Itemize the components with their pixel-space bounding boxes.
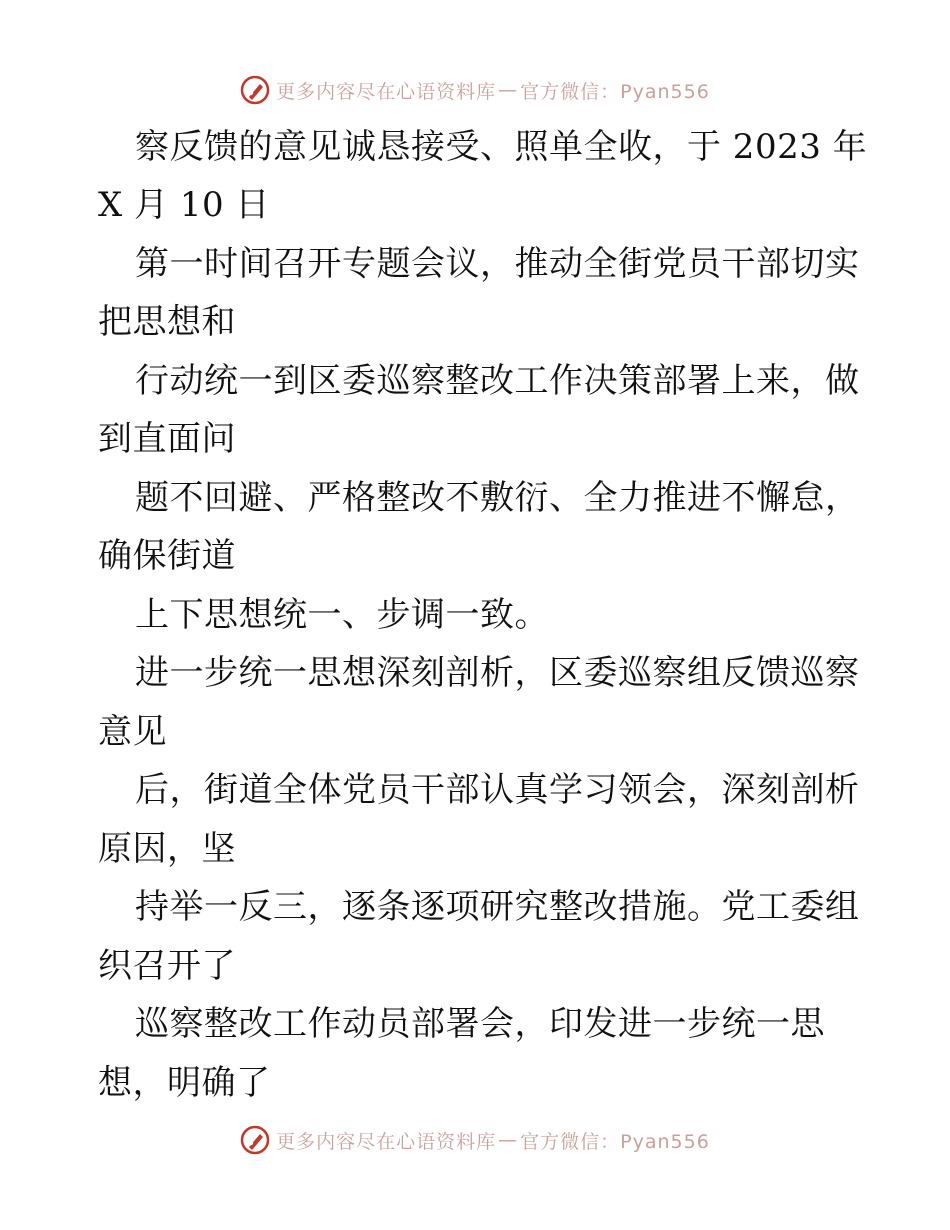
paragraph-line: 原因，坚 <box>98 829 236 869</box>
footer-watermark-dash: — <box>498 1129 519 1151</box>
paragraph-line: 后，街道全体党员干部认真学习领会，深刻剖析 <box>135 770 860 810</box>
footer-watermark-contact: 官方微信：Pyan556 <box>520 1130 710 1153</box>
paragraph-line: 第一时间召开专题会议，推动全街党员干部切实 <box>135 244 860 284</box>
pen-nib-logo-icon <box>240 75 270 105</box>
footer-watermark <box>0 1120 950 1160</box>
paragraph-line: 察反馈的意见诚恳接受、照单全收，于 2023 年 <box>135 127 868 167</box>
header-watermark-text: 更多内容尽在心语资料库 <box>276 80 497 103</box>
header-watermark-contact: 官方微信：Pyan556 <box>520 80 710 103</box>
header-watermark-dash: — <box>498 79 519 101</box>
paragraph-line: 题不回避、严格整改不敷衍、全力推进不懈怠， <box>135 478 860 518</box>
header-watermark <box>0 70 950 110</box>
paragraph-line: 巡察整改工作动员部署会，印发进一步统一思 <box>135 1004 825 1044</box>
paragraph-line: 把思想和 <box>98 302 236 342</box>
paragraph-line: 想，明确了 <box>98 1063 271 1103</box>
pen-nib-logo-icon <box>240 1125 270 1155</box>
paragraph-line: 意见 <box>98 712 167 752</box>
paragraph-line: 上下思想统一、步调一致。 <box>135 595 549 635</box>
paragraph-line: 持举一反三，逐条逐项研究整改措施。党工委组 <box>135 887 860 927</box>
footer-watermark-text: 更多内容尽在心语资料库 <box>276 1130 497 1153</box>
paragraph-line: 进一步统一思想深刻剖析，区委巡察组反馈巡察 <box>135 653 860 693</box>
paragraph-line: X 月 10 日 <box>98 185 270 225</box>
paragraph-line: 织召开了 <box>98 946 236 986</box>
paragraph-line: 确保街道 <box>98 536 236 576</box>
paragraph-line: 到直面问 <box>98 419 236 459</box>
paragraph-line: 行动统一到区委巡察整改工作决策部署上来，做 <box>135 361 860 401</box>
